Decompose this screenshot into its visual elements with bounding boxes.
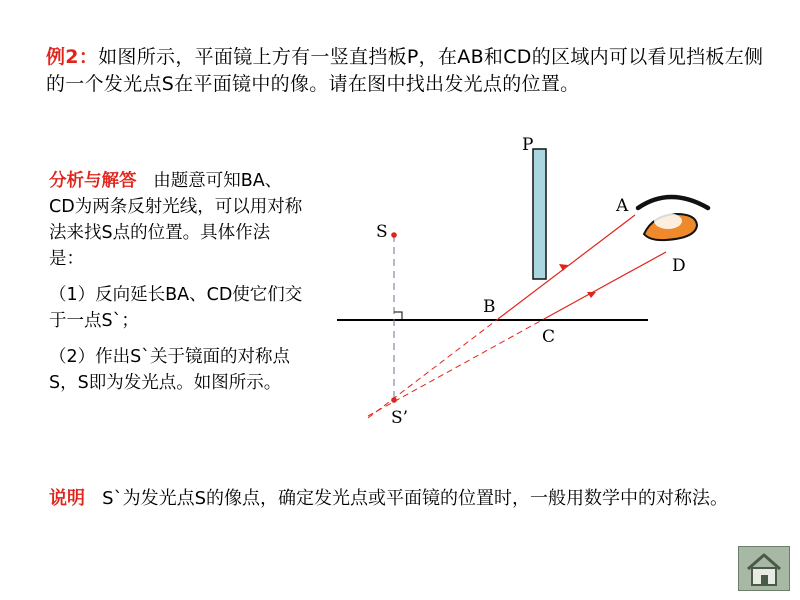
label-s-image: S’ bbox=[391, 408, 409, 428]
analysis-intro: 由题意可知BA、CD为两条反射光线，可以用对称法来找S点的位置。具体作法是： bbox=[49, 171, 303, 269]
note-label: 说明 bbox=[49, 488, 85, 509]
analysis-section bbox=[49, 168, 304, 406]
ray-ba bbox=[498, 215, 635, 319]
analysis-step-2: （2）作出S`关于镜面的对称点S，S即为发光点。如图所示。 bbox=[49, 347, 290, 393]
label-b: B bbox=[483, 297, 496, 317]
extension-ba bbox=[368, 319, 498, 418]
reflection-diagram bbox=[320, 130, 740, 440]
analysis-heading: 分析与解答 bbox=[49, 171, 137, 191]
label-d: D bbox=[672, 256, 686, 276]
right-angle-mark bbox=[394, 312, 402, 320]
analysis-step-1: （1）反向延长BA、CD使它们交于一点S`； bbox=[49, 285, 303, 331]
label-a: A bbox=[616, 196, 629, 216]
example-text: 如图所示，平面镜上方有一竖直挡板P，在AB和CD的区域内可以看见挡板左侧的一个发光点S在平面镜中的像。请在图中找出发光点的位置。 bbox=[46, 46, 764, 95]
ray-cd bbox=[544, 252, 666, 319]
label-s: S bbox=[376, 222, 388, 242]
example-label: 例2： bbox=[46, 46, 99, 68]
barrier-p bbox=[533, 149, 546, 279]
home-icon bbox=[739, 547, 789, 590]
note-section bbox=[49, 485, 769, 512]
analysis-intro-paragraph bbox=[49, 168, 304, 272]
point-s-image bbox=[391, 397, 397, 403]
eye-icon bbox=[638, 197, 708, 240]
note-text: S`为发光点S的像点，确定发光点或平面镜的位置时，一般用数学中的对称法。 bbox=[102, 488, 729, 509]
example-question bbox=[46, 44, 766, 98]
label-c: C bbox=[542, 327, 556, 347]
label-p: P bbox=[522, 135, 534, 155]
point-s bbox=[391, 232, 397, 238]
home-button[interactable] bbox=[738, 546, 790, 591]
